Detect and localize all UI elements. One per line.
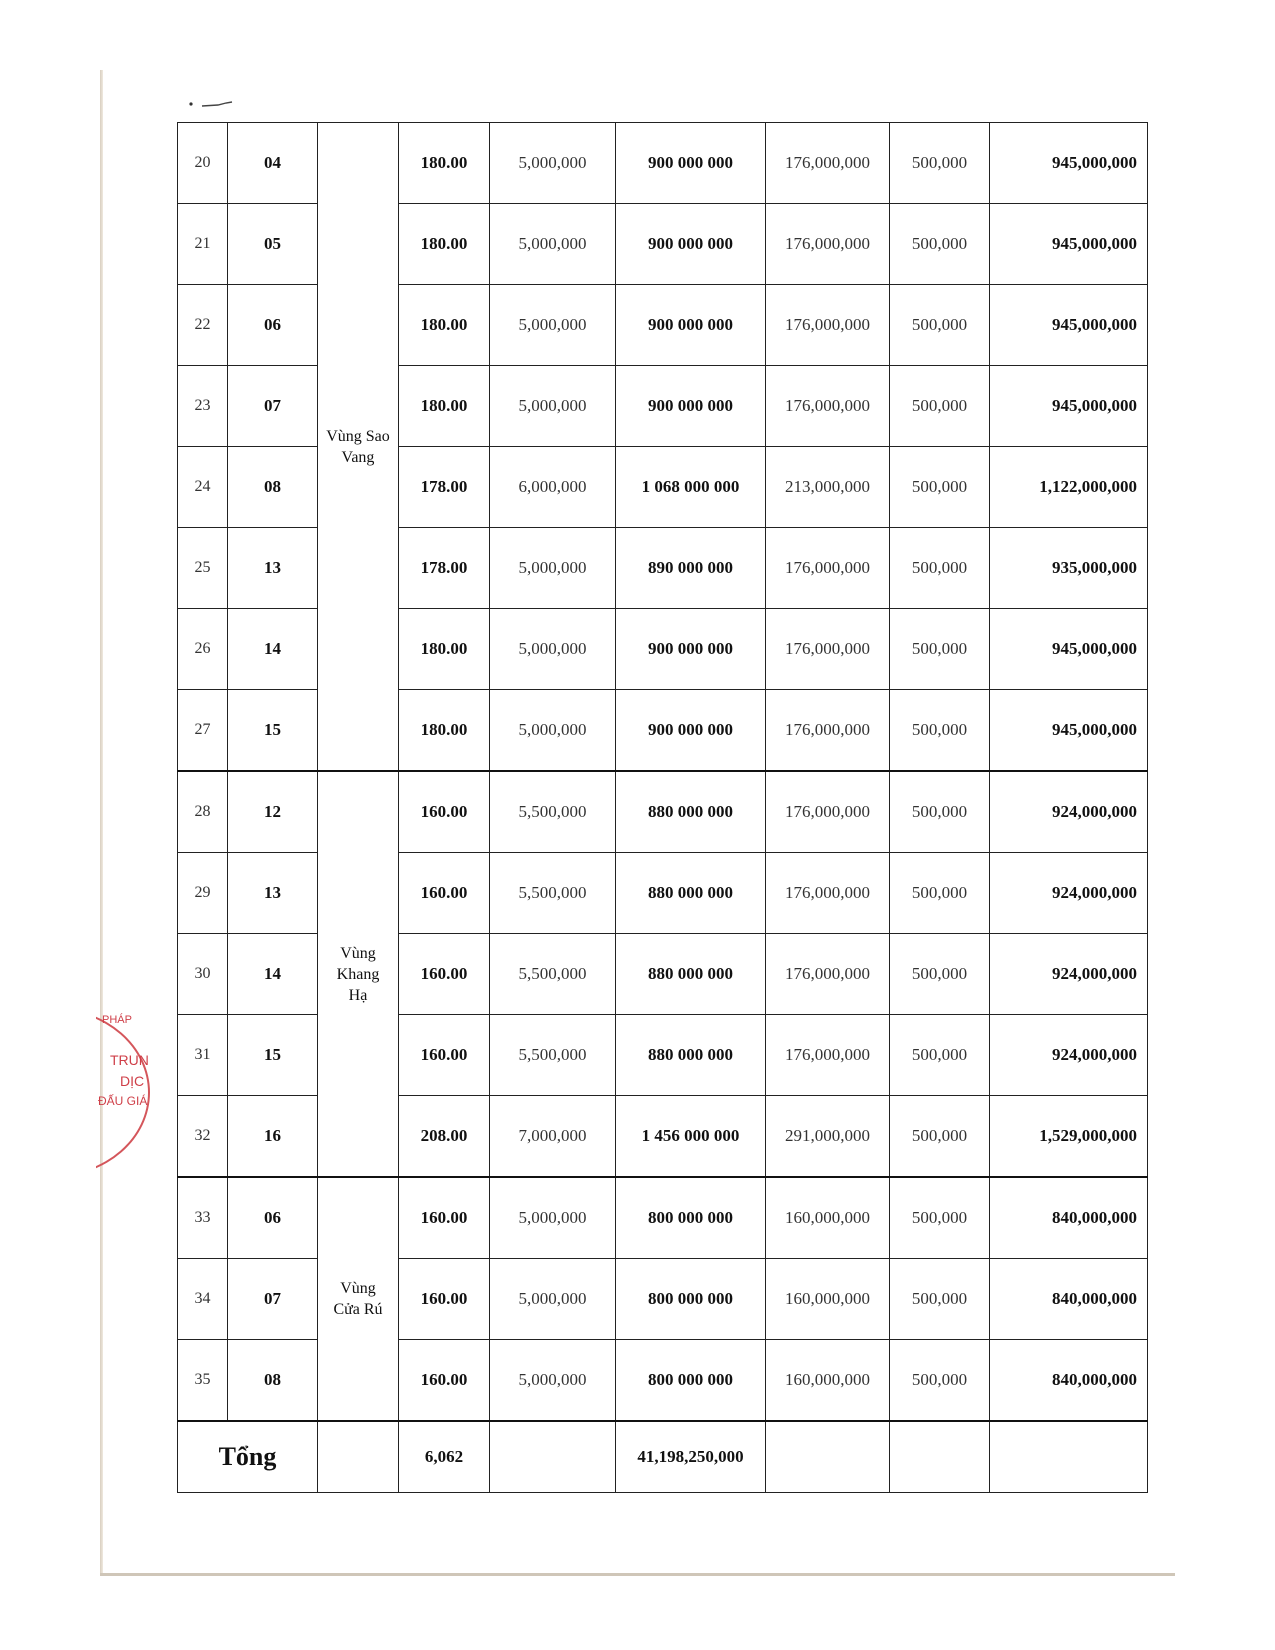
area-cell: 180.00 [399, 285, 490, 366]
region-name-line: Cửa Rú [333, 1301, 383, 1318]
payable-cell: 1,529,000,000 [990, 1096, 1148, 1178]
total-cell: 880 000 000 [616, 771, 766, 853]
red-seal-stamp [96, 1008, 156, 1178]
payable-cell: 840,000,000 [990, 1340, 1148, 1422]
total-value: 41,198,250,000 [616, 1421, 766, 1493]
stamp-text-3: DỊC [120, 1073, 145, 1089]
payable-cell: 924,000,000 [990, 853, 1148, 934]
payable-cell: 945,000,000 [990, 285, 1148, 366]
total-row [178, 1421, 1148, 1493]
table-row [178, 1177, 1148, 1259]
auction-lot-table [177, 122, 1148, 1493]
payable-cell: 840,000,000 [990, 1259, 1148, 1340]
price-cell: 5,000,000 [490, 528, 616, 609]
lot-cell: 08 [228, 447, 318, 528]
region-name-line: Vùng [340, 1280, 376, 1297]
lot-cell: 13 [228, 853, 318, 934]
lot-cell: 15 [228, 690, 318, 772]
total-empty-cell [890, 1421, 990, 1493]
total-empty-cell [990, 1421, 1148, 1493]
area-cell: 178.00 [399, 528, 490, 609]
deposit-cell: 291,000,000 [766, 1096, 890, 1178]
price-cell: 7,000,000 [490, 1096, 616, 1178]
region-cell [318, 123, 399, 772]
total-cell: 880 000 000 [616, 853, 766, 934]
total-cell: 900 000 000 [616, 204, 766, 285]
price-cell: 6,000,000 [490, 447, 616, 528]
total-cell: 880 000 000 [616, 934, 766, 1015]
deposit-cell: 160,000,000 [766, 1177, 890, 1259]
total-cell: 900 000 000 [616, 690, 766, 772]
stt-cell: 30 [178, 934, 228, 1015]
region-name-line: Vang [341, 448, 375, 466]
deposit-cell: 176,000,000 [766, 204, 890, 285]
total-cell: 900 000 000 [616, 123, 766, 204]
total-cell: 1 068 000 000 [616, 447, 766, 528]
fee-cell: 500,000 [890, 1096, 990, 1178]
payable-cell: 924,000,000 [990, 934, 1148, 1015]
lot-cell: 15 [228, 1015, 318, 1096]
deposit-cell: 176,000,000 [766, 123, 890, 204]
fee-cell: 500,000 [890, 1177, 990, 1259]
deposit-cell: 176,000,000 [766, 285, 890, 366]
fee-cell: 500,000 [890, 285, 990, 366]
stt-cell: 20 [178, 123, 228, 204]
lot-cell: 06 [228, 285, 318, 366]
price-cell: 5,500,000 [490, 1015, 616, 1096]
table-row [178, 771, 1148, 853]
price-cell: 5,000,000 [490, 609, 616, 690]
lot-cell: 14 [228, 934, 318, 1015]
price-cell: 5,500,000 [490, 771, 616, 853]
deposit-cell: 176,000,000 [766, 934, 890, 1015]
payable-cell: 840,000,000 [990, 1177, 1148, 1259]
area-cell: 160.00 [399, 1259, 490, 1340]
area-cell: 160.00 [399, 853, 490, 934]
total-area: 6,062 [399, 1421, 490, 1493]
lot-cell: 13 [228, 528, 318, 609]
area-cell: 160.00 [399, 771, 490, 853]
total-cell: 900 000 000 [616, 366, 766, 447]
page-edge-left [100, 70, 103, 1575]
stt-cell: 26 [178, 609, 228, 690]
deposit-cell: 160,000,000 [766, 1340, 890, 1422]
payable-cell: 1,122,000,000 [990, 447, 1148, 528]
fee-cell: 500,000 [890, 447, 990, 528]
fee-cell: 500,000 [890, 1015, 990, 1096]
payable-cell: 924,000,000 [990, 771, 1148, 853]
total-cell: 1 456 000 000 [616, 1096, 766, 1178]
total-empty-cell [766, 1421, 890, 1493]
payable-cell: 945,000,000 [990, 123, 1148, 204]
price-cell: 5,000,000 [490, 1259, 616, 1340]
price-cell: 5,000,000 [490, 1177, 616, 1259]
region-cell [318, 1177, 399, 1421]
area-cell: 160.00 [399, 1177, 490, 1259]
stt-cell: 25 [178, 528, 228, 609]
deposit-cell: 213,000,000 [766, 447, 890, 528]
deposit-cell: 176,000,000 [766, 609, 890, 690]
payable-cell: 924,000,000 [990, 1015, 1148, 1096]
area-cell: 180.00 [399, 123, 490, 204]
lot-cell: 12 [228, 771, 318, 853]
area-cell: 160.00 [399, 934, 490, 1015]
total-cell: 800 000 000 [616, 1340, 766, 1422]
fee-cell: 500,000 [890, 366, 990, 447]
fee-cell: 500,000 [890, 771, 990, 853]
region-name-line: Vùng [340, 944, 376, 962]
fee-cell: 500,000 [890, 934, 990, 1015]
total-cell: 900 000 000 [616, 285, 766, 366]
deposit-cell: 176,000,000 [766, 690, 890, 772]
deposit-cell: 176,000,000 [766, 771, 890, 853]
stt-cell: 33 [178, 1177, 228, 1259]
total-cell: 900 000 000 [616, 609, 766, 690]
page-edge-bottom [100, 1573, 1175, 1576]
area-cell: 208.00 [399, 1096, 490, 1178]
area-cell: 160.00 [399, 1340, 490, 1422]
lot-cell: 08 [228, 1340, 318, 1422]
price-cell: 5,000,000 [490, 285, 616, 366]
stamp-text-4: ĐẤU GIÁ [98, 1094, 148, 1108]
price-cell: 5,000,000 [490, 1340, 616, 1422]
stt-cell: 34 [178, 1259, 228, 1340]
stt-cell: 31 [178, 1015, 228, 1096]
region-name-line: Khang [336, 965, 380, 983]
deposit-cell: 176,000,000 [766, 528, 890, 609]
area-cell: 180.00 [399, 204, 490, 285]
deposit-cell: 176,000,000 [766, 366, 890, 447]
lot-cell: 04 [228, 123, 318, 204]
price-cell: 5,000,000 [490, 204, 616, 285]
lot-cell: 06 [228, 1177, 318, 1259]
fee-cell: 500,000 [890, 1340, 990, 1422]
table-row [178, 123, 1148, 204]
stt-cell: 23 [178, 366, 228, 447]
price-cell: 5,500,000 [490, 853, 616, 934]
stt-cell: 32 [178, 1096, 228, 1178]
deposit-cell: 176,000,000 [766, 1015, 890, 1096]
payable-cell: 945,000,000 [990, 204, 1148, 285]
price-cell: 5,000,000 [490, 366, 616, 447]
deposit-cell: 176,000,000 [766, 853, 890, 934]
stt-cell: 21 [178, 204, 228, 285]
total-label: Tổng [178, 1421, 318, 1493]
total-cell: 800 000 000 [616, 1259, 766, 1340]
area-cell: 180.00 [399, 690, 490, 772]
price-cell: 5,500,000 [490, 934, 616, 1015]
stamp-text-2: TRUN [110, 1052, 149, 1068]
payable-cell: 945,000,000 [990, 690, 1148, 772]
fee-cell: 500,000 [890, 609, 990, 690]
scan-mark [188, 100, 236, 108]
area-cell: 178.00 [399, 447, 490, 528]
stt-cell: 35 [178, 1340, 228, 1422]
stamp-ring [96, 1008, 150, 1177]
stt-cell: 27 [178, 690, 228, 772]
payable-cell: 945,000,000 [990, 366, 1148, 447]
lot-cell: 14 [228, 609, 318, 690]
fee-cell: 500,000 [890, 123, 990, 204]
payable-cell: 945,000,000 [990, 609, 1148, 690]
region-name-line: Vùng Sao [326, 427, 390, 445]
total-cell: 800 000 000 [616, 1177, 766, 1259]
table-body [178, 123, 1148, 1493]
region-cell [318, 771, 399, 1177]
area-cell: 180.00 [399, 366, 490, 447]
fee-cell: 500,000 [890, 853, 990, 934]
fee-cell: 500,000 [890, 690, 990, 772]
total-cell: 880 000 000 [616, 1015, 766, 1096]
total-cell: 890 000 000 [616, 528, 766, 609]
stt-cell: 29 [178, 853, 228, 934]
price-cell: 5,000,000 [490, 123, 616, 204]
lot-cell: 07 [228, 366, 318, 447]
area-cell: 160.00 [399, 1015, 490, 1096]
stt-cell: 28 [178, 771, 228, 853]
fee-cell: 500,000 [890, 204, 990, 285]
lot-cell: 07 [228, 1259, 318, 1340]
payable-cell: 935,000,000 [990, 528, 1148, 609]
lot-cell: 16 [228, 1096, 318, 1178]
price-cell: 5,000,000 [490, 690, 616, 772]
fee-cell: 500,000 [890, 528, 990, 609]
total-empty-cell [318, 1421, 399, 1493]
stamp-text-1: PHÁP [102, 1014, 132, 1026]
stt-cell: 24 [178, 447, 228, 528]
stt-cell: 22 [178, 285, 228, 366]
fee-cell: 500,000 [890, 1259, 990, 1340]
region-name-line: Hạ [348, 986, 368, 1004]
total-empty-cell [490, 1421, 616, 1493]
area-cell: 180.00 [399, 609, 490, 690]
lot-cell: 05 [228, 204, 318, 285]
deposit-cell: 160,000,000 [766, 1259, 890, 1340]
